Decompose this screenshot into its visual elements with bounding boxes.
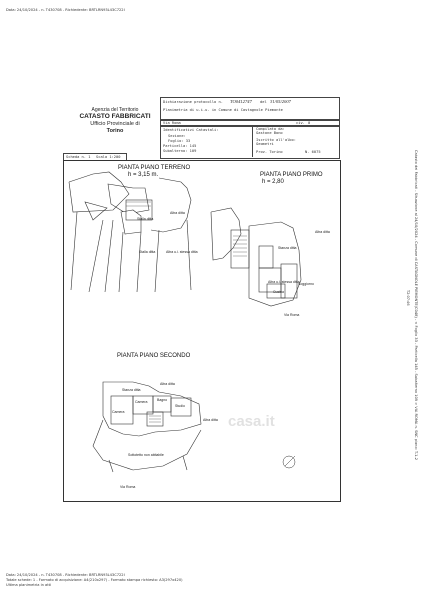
- iscritto-value: Geometri: [256, 142, 274, 146]
- civ-label: civ.: [296, 120, 305, 125]
- compilata-label: Compilata da:: [256, 127, 285, 131]
- room-label: Stalla ditta: [137, 217, 154, 221]
- agency-line-2: CATASTO FABBRICATI: [79, 113, 151, 120]
- room-label: Camera: [135, 400, 148, 404]
- room-label: Stanza ditta: [278, 246, 297, 250]
- subalterno-label: Subalterno: 109: [163, 149, 197, 153]
- identificativi-label: Identificativi Catastali:: [163, 128, 219, 132]
- primo-height: h = 2,80: [262, 179, 284, 185]
- dichiarazione-value: TO0412747: [230, 99, 252, 104]
- agency-block: [75, 107, 155, 135]
- particella-label: Particella: 145: [163, 144, 197, 148]
- iscritto-label: Iscritto all'albo:: [256, 138, 296, 142]
- prov-label: Prov. Torino: [256, 150, 283, 154]
- room-label: Altra ditta: [160, 382, 175, 386]
- compilata-value: Gastone Bono: [256, 131, 283, 135]
- terreno-title: PIANTA PIANO TERRENO: [118, 165, 191, 171]
- civ-value: 0: [308, 120, 311, 125]
- primo-title: PIANTA PIANO PRIMO: [260, 172, 323, 178]
- foglio-label: Foglio: 33: [168, 139, 191, 143]
- side-stamp: T2:07:46: [406, 290, 410, 306]
- watermark-logo: casa.it: [228, 413, 275, 430]
- header-divider: [252, 125, 253, 157]
- room-label: Altra ditta: [203, 418, 218, 422]
- planimetria-label: Planimetria di u.i.u. in Comune di Castagnole Piemonte: [163, 108, 283, 112]
- top-document-header: Data: 24/10/2024 - n. T430708 - Richiedente: BRTLRN93L43C722I: [6, 8, 125, 12]
- bottom-header-line-2: Totale schede: 1 - Formato di acquisizione: A4(210x297) - Formato stampa richiesto: A3(297x420): [6, 578, 183, 582]
- via-roma-label-1: Via Roma: [284, 313, 300, 317]
- floor-plan-drawing: [63, 160, 340, 500]
- dichiarazione-label: Dichiarazione protocollo n.: [163, 100, 223, 104]
- room-label: Sottotetto non abitabile: [128, 453, 164, 457]
- terreno-height: h = 3,15 m.: [128, 172, 159, 178]
- room-label: Soggiorno: [298, 282, 314, 286]
- room-label: Altra u.i. stessa ditta: [166, 250, 198, 254]
- room-label: Cucina: [273, 290, 284, 294]
- room-label: Altra ditta: [315, 230, 330, 234]
- indirizzo-value: Via Roma: [163, 120, 181, 125]
- bottom-header-line-1: Data: 24/10/2024 - n. T430708 - Richiedente: BRTLRN93L43C722I: [6, 573, 125, 577]
- del-label: del: [260, 100, 267, 104]
- secondo-title: PIANTA PIANO SECONDO: [117, 353, 191, 359]
- via-roma-label-2: Via Roma: [120, 485, 136, 489]
- room-label: Altra ditta: [170, 211, 185, 215]
- agency-line-3: Ufficio Provinciale di: [90, 121, 140, 127]
- room-label: Stanza ditta: [122, 388, 141, 392]
- agency-line-4: Torino: [106, 128, 124, 134]
- agency-line-1: Agenzia del Territorio: [91, 107, 139, 113]
- room-label: Studio: [175, 404, 185, 408]
- room-label: Stalla ditta: [139, 250, 156, 254]
- bottom-header-line-3: Ultima planimetria in atti: [6, 583, 52, 587]
- del-value: 31/05/2007: [270, 99, 291, 104]
- numero-label: N. 6075: [305, 150, 321, 154]
- room-label: Bagno: [157, 398, 168, 402]
- room-label: Altra u.i. stessa ditta: [268, 280, 300, 284]
- scheda-label: Scheda n. 1: [66, 155, 91, 159]
- right-margin-text: Catasto dei Fabbricati - Situazione al 24/10/2024 - Comune di CASTAGNOLE PIEMONTE(C048) - < Foglio 33 - Particella 145 - Subalterno 109 > VIA ROMA n. SNC piano: T-1-2: [414, 150, 418, 461]
- scala-label: Scala 1:200: [96, 155, 121, 159]
- room-label: Camera: [112, 410, 125, 414]
- sezione-label: Sezione:: [168, 134, 186, 138]
